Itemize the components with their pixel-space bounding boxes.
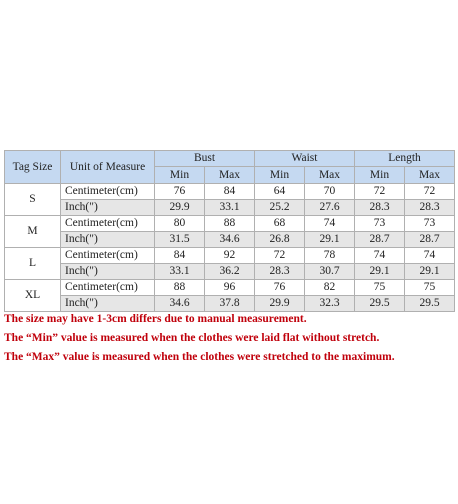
table-row [5, 232, 455, 248]
unit-cell: Centimeter(cm) [61, 248, 155, 264]
measurement-cell: 29.5 [355, 296, 405, 312]
unit-of-measure-header: Unit of Measure [61, 151, 155, 184]
unit-cell: Inch(") [61, 296, 155, 312]
measurement-cell: 73 [405, 216, 455, 232]
waist-header: Waist [255, 151, 355, 167]
size-chart-table [4, 150, 455, 312]
measurement-cell: 96 [205, 280, 255, 296]
header-row [5, 151, 455, 167]
unit-cell: Inch(") [61, 264, 155, 280]
measurement-cell: 74 [405, 248, 455, 264]
measurement-cell: 34.6 [205, 232, 255, 248]
bust-max-header: Max [205, 167, 255, 184]
measurement-cell: 72 [255, 248, 305, 264]
table-row [5, 184, 455, 200]
measurement-cell: 84 [205, 184, 255, 200]
table-row [5, 200, 455, 216]
unit-cell: Centimeter(cm) [61, 280, 155, 296]
measurement-cell: 27.6 [305, 200, 355, 216]
unit-cell: Centimeter(cm) [61, 184, 155, 200]
tag-size-header: Tag Size [5, 151, 61, 184]
measurement-cell: 75 [355, 280, 405, 296]
unit-cell: Centimeter(cm) [61, 216, 155, 232]
measurement-cell: 73 [355, 216, 405, 232]
measurement-cell: 33.1 [155, 264, 205, 280]
measurement-cell: 29.1 [405, 264, 455, 280]
measurement-cell: 34.6 [155, 296, 205, 312]
length-max-header: Max [405, 167, 455, 184]
table-row [5, 264, 455, 280]
measurement-cell: 28.3 [255, 264, 305, 280]
measurement-cell: 31.5 [155, 232, 205, 248]
measurement-cell: 37.8 [205, 296, 255, 312]
bust-header: Bust [155, 151, 255, 167]
unit-cell: Inch(") [61, 232, 155, 248]
waist-max-header: Max [305, 167, 355, 184]
measurement-cell: 72 [405, 184, 455, 200]
unit-cell: Inch(") [61, 200, 155, 216]
measurement-cell: 26.8 [255, 232, 305, 248]
length-min-header: Min [355, 167, 405, 184]
measurement-cell: 82 [305, 280, 355, 296]
measurement-notes [4, 310, 458, 367]
measurement-cell: 33.1 [205, 200, 255, 216]
measurement-cell: 36.2 [205, 264, 255, 280]
tag-size-cell: M [5, 216, 61, 248]
measurement-cell: 28.3 [355, 200, 405, 216]
note-measurement-variance: The size may have 1-3cm differs due to manual measurement. [4, 313, 307, 325]
measurement-cell: 76 [155, 184, 205, 200]
note-min-value: The “Min” value is measured when the clothes were laid flat without stretch. [4, 332, 380, 344]
measurement-cell: 30.7 [305, 264, 355, 280]
measurement-cell: 29.1 [305, 232, 355, 248]
measurement-cell: 29.9 [155, 200, 205, 216]
measurement-cell: 74 [305, 216, 355, 232]
tag-size-cell: L [5, 248, 61, 280]
measurement-cell: 29.9 [255, 296, 305, 312]
measurement-cell: 28.3 [405, 200, 455, 216]
bust-min-header: Min [155, 167, 205, 184]
measurement-cell: 25.2 [255, 200, 305, 216]
table-row [5, 216, 455, 232]
measurement-cell: 88 [155, 280, 205, 296]
size-table-body [5, 184, 455, 312]
measurement-cell: 64 [255, 184, 305, 200]
measurement-cell: 32.3 [305, 296, 355, 312]
measurement-cell: 72 [355, 184, 405, 200]
tag-size-cell: S [5, 184, 61, 216]
measurement-cell: 88 [205, 216, 255, 232]
measurement-cell: 78 [305, 248, 355, 264]
measurement-cell: 28.7 [405, 232, 455, 248]
measurement-cell: 29.1 [355, 264, 405, 280]
note-max-value: The “Max” value is measured when the clothes were stretched to the maximum. [4, 351, 395, 363]
waist-min-header: Min [255, 167, 305, 184]
length-header: Length [355, 151, 455, 167]
measurement-cell: 76 [255, 280, 305, 296]
tag-size-cell: XL [5, 280, 61, 312]
measurement-cell: 84 [155, 248, 205, 264]
table-row [5, 248, 455, 264]
measurement-cell: 80 [155, 216, 205, 232]
measurement-cell: 75 [405, 280, 455, 296]
measurement-cell: 92 [205, 248, 255, 264]
table-row [5, 280, 455, 296]
measurement-cell: 68 [255, 216, 305, 232]
measurement-cell: 70 [305, 184, 355, 200]
measurement-cell: 28.7 [355, 232, 405, 248]
measurement-cell: 74 [355, 248, 405, 264]
measurement-cell: 29.5 [405, 296, 455, 312]
